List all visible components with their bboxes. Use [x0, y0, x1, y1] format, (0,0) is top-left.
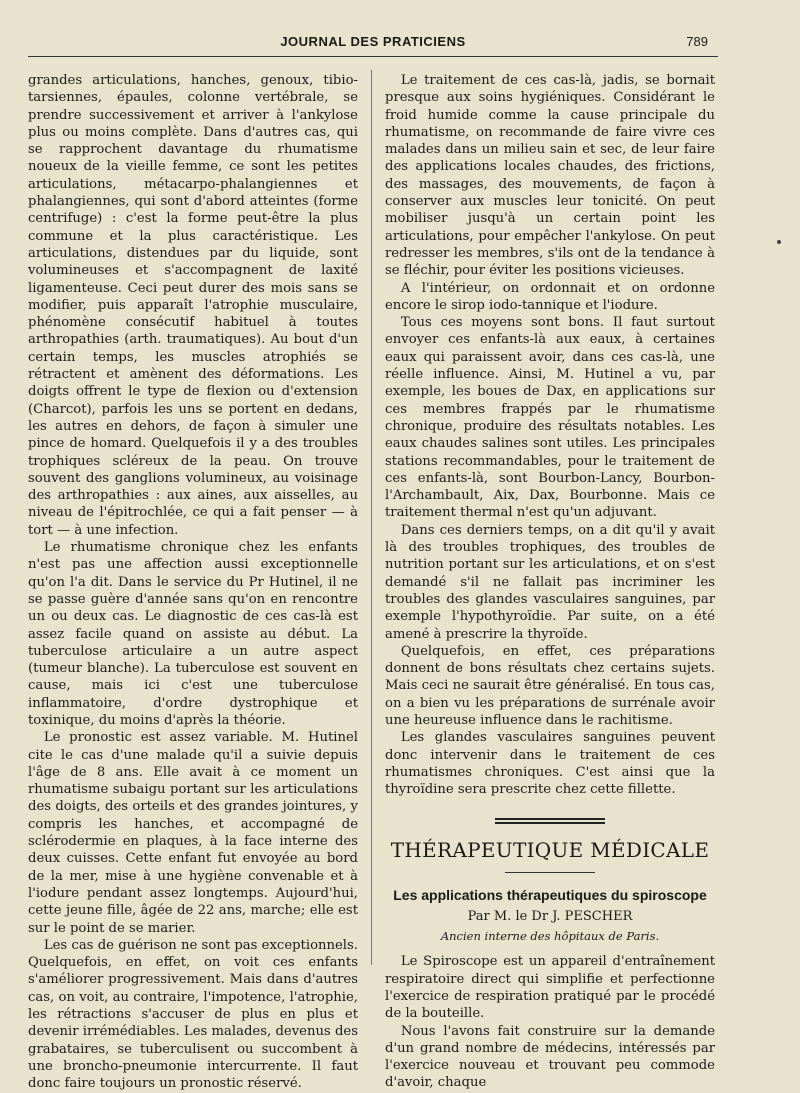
margin-ink-dot [777, 240, 781, 244]
paragraph: Le traitement de ces cas-là, jadis, se bornait presque aux soins hygiéniques. Considérant le froid humide comme la cause principale du rhumatisme, on recommande de faire vivre ces malades dans un milieu sain et sec, de leur faire des applications locales chaudes, des frictions, des massages, des mouvements, de façon à conserver aux muscles leur tonicité. On peut mobiliser jusqu'à un certain point les articulations, pour empêcher l'ankylose. On peut redresser les membres, s'ils ont de la tendance à se fléchir, pour éviter les positions vicieuses. [385, 73, 715, 279]
section-double-rule [495, 818, 605, 824]
article-title: Les applications thérapeutiques du spiroscope [393, 887, 707, 904]
paragraph: Les glandes vasculaires sanguines peuvent donc intervenir dans le traitement de ces rhumatismes chroniques. C'est ainsi que la thyroïdine sera prescrite chez cette fillette. [385, 730, 715, 798]
paragraph: Tous ces moyens sont bons. Il faut surtout envoyer ces enfants-là aux eaux, à certaines eaux qui paraissent avoir, dans ces cas-là, une réelle influence. Ainsi, M. Hutinel a vu, par exemple, les boues de Dax, en applications sur ces membres frappés par le rhumatisme chronique, produire des résultats notables. Les eaux chaudes salines sont utiles. Les principales stations recommandables, pour le traitement de ces enfants-là, sont Bourbon-Lancy, Bourbon-l'Archambault, Aix, Dax, Bourbonne. Mais ce traitement thermal n'est qu'un adjuvant. [385, 315, 715, 521]
section-underline [505, 872, 595, 873]
page-number: 789 [686, 34, 708, 49]
author-role: Ancien interne des hôpitaux de Paris. [440, 929, 660, 944]
paragraph: Dans ces derniers temps, on a dit qu'il y avait là des troubles trophiques, des troubles de nutrition portant sur les articulations, et on s'est demandé s'il ne fallait pas incriminer les troubles des glandes vasculaires sanguines, par exemple l'hypothyroïdie. Par suite, on a été amené à prescrire la thyroïde. [385, 522, 715, 642]
paragraph: Le pronostic est assez variable. M. Hutinel cite le cas d'une malade qu'il a suivie depuis l'âge de 8 ans. Elle avait à ce moment un rhumatisme subaigu portant sur les articulations des doigts, des orteils et des grandes jointures, y compris les hanches, et accompagné de sclérodermie en plaques, à la face interne des deux cuisses. Cette enfant fut envoyée au bord de la mer, mise à une hygiène convenable et à l'iodure pendant assez longtemps. Aujourd'hui, cette jeune fille, âgée de 22 ans, marche; elle est sur le point de se marier. [28, 730, 358, 936]
section-title: THÉRAPEUTIQUE MÉDICALE [390, 838, 710, 863]
paragraph: grandes articulations, hanches, genoux, tibio-tarsiennes, épaules, colonne vertébrale, se prendre successivement et arriver à l'ankylose plus ou moins complète. Dans d'autres cas, qui se rapprochent davantage du rhumatisme noueux de la vieille femme, ce sont les petites articulations, métacarpo-phalangiennes et phalangiennes, qui sont d'abord atteintes (forme centrifuge) : c'est la forme peut-être la plus commune et la plus caractéristique. Les articulations, distendues par du liquide, sont volumineuses et s'accompagnent de laxité ligamenteuse. Ceci peut durer des mois sans se modifier, puis apparaît l'atrophie musculaire, phénomène consécutif habituel à toutes arthropathies (arth. traumatiques). Au bout d'un certain temps, les muscles atrophiés se rétractent et amènent des déformations. Les doigts offrent le type de flexion ou d'extension (Charcot), parfois les uns se portent en dedans, les autres en dehors, de façon à simuler une pince de homard. Quelquefois il y a des troubles trophiques scléreux de la peau. On trouve souvent des ganglions volumineux, au voisinage des arthropathies : aux aines, aux aisselles, au niveau de l'épitrochlée, ce qui a fait penser — à tort — à une infection. [28, 73, 358, 538]
paragraph: Le rhumatisme chronique chez les enfants n'est pas une affection aussi exceptionnelle qu'on l'a dit. Dans le service du Pr Hutinel, il ne se passe guère d'année sans qu'on en rencontre un ou deux cas. Le diagnostic de ces cas-là est assez facile quand on assiste au début. La tuberculose articulaire a un autre aspect (tumeur blanche). La tuberculose est souvent en cause, mais ici c'est une tuberculose inflammatoire, d'ordre dystrophique et toxinique, du moins d'après la théorie. [28, 540, 358, 728]
paragraph: Les cas de guérison ne sont pas exceptionnels. Quelquefois, en effet, on voit ces enfants s'améliorer progressivement. Mais dans d'autres cas, on voit, au contraire, l'impotence, l'atrophie, les rétractions s'accuser de plus en plus et devenir irrémédiables. Les malades, devenus des grabataires, se tuberculisent ou succombent à une broncho-pneumonie intercurrente. Il faut donc faire toujours un pronostic réservé. [28, 937, 358, 1092]
paragraph: Quelquefois, en effet, ces préparations donnent de bons résultats chez certains sujets. Mais ceci ne saurait être généralisé. En tous cas, on a bien vu les préparations de surrénale avoir une heureuse influence dans le rachitisme. [385, 643, 715, 728]
paragraph: Nous l'avons fait construire sur la demande d'un grand nombre de médecins, intéressés par l'exercice nouveau et trouvant peu commode d'avoir, chaque [385, 1023, 715, 1091]
column-divider [371, 70, 372, 965]
left-column [28, 72, 358, 1093]
paragraph: Le Spiroscope est un appareil d'entraînement respiratoire direct qui simplifie et perfectionne l'exercice de respiration pratiqué par le procédé de la bouteille. [385, 954, 715, 1022]
journal-title: JOURNAL DES PRATICIENS [280, 34, 466, 49]
page-header [28, 30, 718, 57]
paragraph: A l'intérieur, on ordonnait et on ordonne encore le sirop iodo-tannique et l'iodure. [385, 280, 715, 313]
right-column [385, 72, 715, 1092]
article-byline: Par M. le Dr J. PESCHER [467, 908, 633, 924]
